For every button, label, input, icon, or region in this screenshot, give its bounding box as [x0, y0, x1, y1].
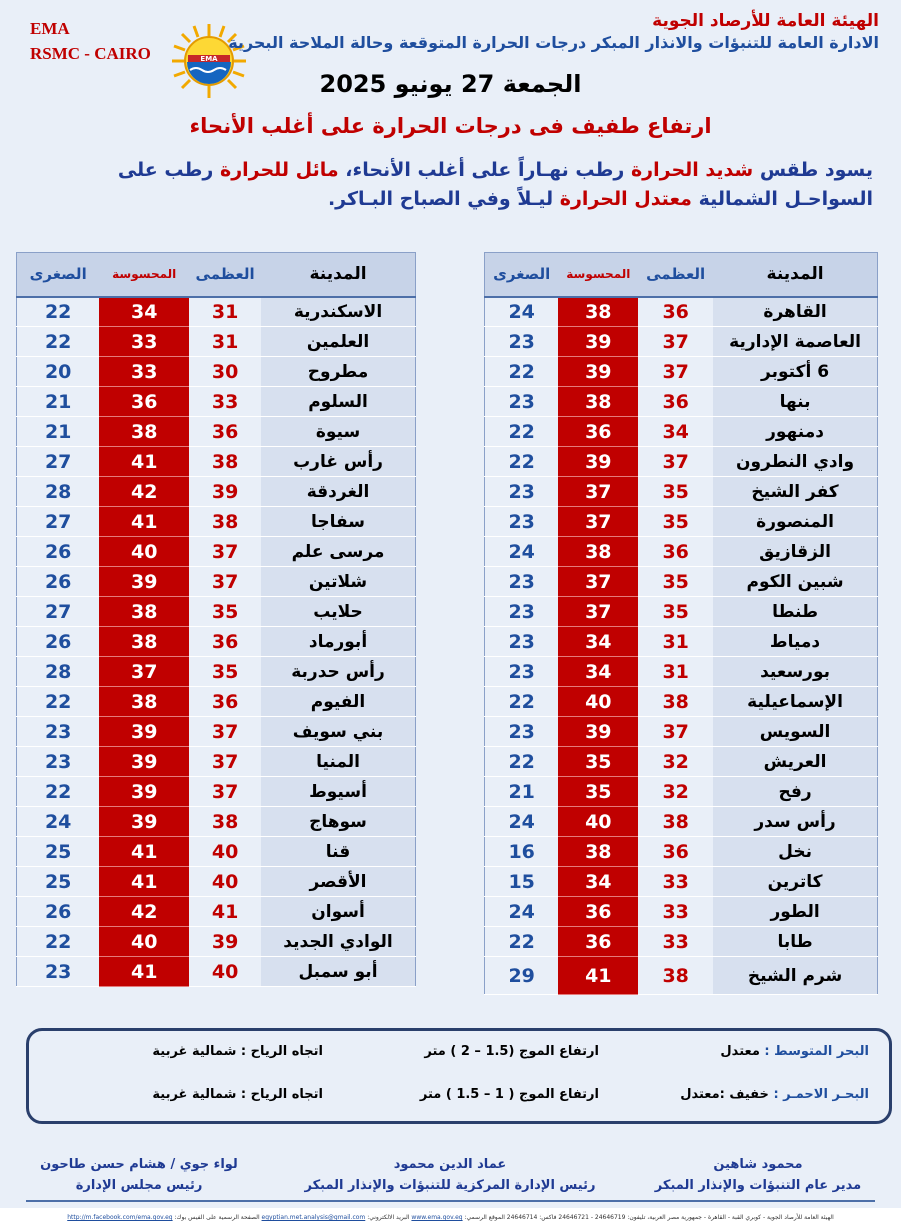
- max-temp-cell: 33: [189, 387, 261, 417]
- feels-like-cell: 42: [99, 897, 189, 927]
- min-temp-cell: 23: [485, 477, 559, 507]
- city-cell: بني سويف: [261, 717, 415, 747]
- feels-like-cell: 39: [558, 327, 638, 357]
- city-cell: الطور: [713, 897, 877, 927]
- header-min: الصغرى: [17, 253, 100, 297]
- feels-like-cell: 39: [99, 717, 189, 747]
- feels-like-cell: 38: [558, 837, 638, 867]
- city-cell: القاهرة: [713, 297, 877, 327]
- city-cell: الفيوم: [261, 687, 415, 717]
- min-temp-cell: 26: [17, 537, 100, 567]
- min-temp-cell: 23: [485, 387, 559, 417]
- min-temp-cell: 27: [17, 447, 100, 477]
- signature-block: [643, 1154, 873, 1196]
- city-cell: الزقازيق: [713, 537, 877, 567]
- max-temp-cell: 33: [638, 897, 713, 927]
- max-temp-cell: 40: [189, 837, 261, 867]
- signature-block: [300, 1154, 600, 1196]
- table-header-row: [17, 253, 416, 297]
- min-temp-cell: 24: [485, 897, 559, 927]
- max-temp-cell: 38: [189, 507, 261, 537]
- city-cell: الأقصر: [261, 867, 415, 897]
- city-cell: العاصمة الإدارية: [713, 327, 877, 357]
- max-temp-cell: 41: [189, 897, 261, 927]
- table-row: [17, 627, 416, 657]
- table-row: [485, 447, 878, 477]
- city-cell: المنصورة: [713, 507, 877, 537]
- city-cell: الاسكندرية: [261, 297, 415, 327]
- max-temp-cell: 35: [189, 657, 261, 687]
- max-temp-cell: 37: [189, 747, 261, 777]
- city-cell: شرم الشيخ: [713, 957, 877, 995]
- max-temp-cell: 36: [638, 387, 713, 417]
- min-temp-cell: 21: [17, 417, 100, 447]
- max-temp-cell: 35: [638, 507, 713, 537]
- table-row: [17, 567, 416, 597]
- feels-like-cell: 38: [558, 537, 638, 567]
- min-temp-cell: 24: [485, 537, 559, 567]
- city-cell: رأس غارب: [261, 447, 415, 477]
- city-cell: شبين الكوم: [713, 567, 877, 597]
- min-temp-cell: 21: [17, 387, 100, 417]
- city-cell: شلاتين: [261, 567, 415, 597]
- feels-like-cell: 42: [99, 477, 189, 507]
- footer-email-label: البريد الالكتروني:: [367, 1214, 410, 1221]
- signature-name: محمود شاهين: [713, 1157, 803, 1172]
- max-temp-cell: 38: [638, 957, 713, 995]
- city-cell: أبورماد: [261, 627, 415, 657]
- city-cell: أبو سمبل: [261, 957, 415, 987]
- header-feels: المحسوسة: [558, 253, 638, 297]
- med-sea-label: البحر المتوسط :: [764, 1044, 869, 1059]
- org-department: الادارة العامة للتنبؤات والانذار المبكر درجات الحرارة المتوقعة وحالة الملاحة البحرية: [228, 33, 879, 52]
- min-temp-cell: 22: [485, 687, 559, 717]
- feels-like-cell: 39: [558, 357, 638, 387]
- table-row: [485, 507, 878, 537]
- forecast-description: [30, 156, 873, 214]
- max-temp-cell: 32: [638, 747, 713, 777]
- min-temp-cell: 26: [17, 897, 100, 927]
- max-temp-cell: 37: [638, 447, 713, 477]
- feels-like-cell: 41: [99, 447, 189, 477]
- feels-like-cell: 34: [558, 627, 638, 657]
- table-row: [17, 807, 416, 837]
- table-row: [485, 837, 878, 867]
- min-temp-cell: 22: [485, 747, 559, 777]
- table-row: [17, 867, 416, 897]
- temperature-table-right: [484, 252, 878, 995]
- min-temp-cell: 26: [17, 567, 100, 597]
- min-temp-cell: 24: [485, 807, 559, 837]
- min-temp-cell: 29: [485, 957, 559, 995]
- table-row: [17, 837, 416, 867]
- table-row: [17, 387, 416, 417]
- max-temp-cell: 37: [189, 777, 261, 807]
- table-row: [17, 927, 416, 957]
- min-temp-cell: 27: [17, 597, 100, 627]
- min-temp-cell: 22: [485, 417, 559, 447]
- city-cell: المنيا: [261, 747, 415, 777]
- city-cell: سيوة: [261, 417, 415, 447]
- table-row: [17, 957, 416, 987]
- city-cell: مطروح: [261, 357, 415, 387]
- table-row: [485, 387, 878, 417]
- max-temp-cell: 36: [638, 837, 713, 867]
- forecast-part: ليـلاً وفي الصباح البـاكر.: [327, 188, 554, 210]
- feels-like-cell: 38: [558, 297, 638, 327]
- table-row: [485, 807, 878, 837]
- footer-facebook-link[interactable]: http://m.facebook.com/ema.gov.eg: [67, 1214, 173, 1221]
- feels-like-cell: 35: [558, 747, 638, 777]
- signature-title: مدير عام التنبؤات والإنذار المبكر: [654, 1178, 862, 1193]
- table-row: [485, 477, 878, 507]
- feels-like-cell: 40: [99, 927, 189, 957]
- table-row: [17, 477, 416, 507]
- max-temp-cell: 40: [189, 867, 261, 897]
- footer-email-link[interactable]: egyptian.met.analysis@gmail.com: [261, 1214, 366, 1221]
- header-max: العظمى: [638, 253, 713, 297]
- min-temp-cell: 22: [485, 927, 559, 957]
- feels-like-cell: 36: [558, 897, 638, 927]
- max-temp-cell: 35: [638, 597, 713, 627]
- forecast-date: الجمعة 27 يونيو 2025: [319, 70, 582, 98]
- max-temp-cell: 37: [638, 327, 713, 357]
- max-temp-cell: 31: [638, 627, 713, 657]
- city-cell: طنطا: [713, 597, 877, 627]
- min-temp-cell: 23: [17, 957, 100, 987]
- sea-state-box: [26, 1028, 892, 1124]
- city-cell: السلوم: [261, 387, 415, 417]
- table-row: [17, 537, 416, 567]
- ema-text: EMA: [30, 19, 70, 38]
- feels-like-cell: 36: [99, 387, 189, 417]
- table-row: [17, 597, 416, 627]
- feels-like-cell: 37: [558, 477, 638, 507]
- forecast-headline: ارتفاع طفيف فى درجات الحرارة على أغلب الأنحاء: [189, 114, 712, 138]
- feels-like-cell: 36: [558, 417, 638, 447]
- city-cell: وادي النطرون: [713, 447, 877, 477]
- feels-like-cell: 39: [99, 777, 189, 807]
- max-temp-cell: 35: [189, 597, 261, 627]
- feels-like-cell: 34: [99, 297, 189, 327]
- header-max: العظمى: [189, 253, 261, 297]
- table-row: [17, 507, 416, 537]
- table-row: [17, 747, 416, 777]
- table-row: [17, 657, 416, 687]
- min-temp-cell: 22: [17, 777, 100, 807]
- city-cell: مرسى علم: [261, 537, 415, 567]
- min-temp-cell: 22: [17, 687, 100, 717]
- max-temp-cell: 36: [189, 627, 261, 657]
- signature-title: رئيس الإدارة المركزية للتنبؤات والإنذار المبكر: [304, 1178, 596, 1193]
- med-sea-state: معتدل: [720, 1044, 760, 1059]
- city-cell: العريش: [713, 747, 877, 777]
- min-temp-cell: 26: [17, 627, 100, 657]
- min-temp-cell: 23: [485, 597, 559, 627]
- table-row: [485, 867, 878, 897]
- feels-like-cell: 40: [558, 687, 638, 717]
- feels-like-cell: 37: [99, 657, 189, 687]
- signature-block: [24, 1154, 254, 1196]
- max-temp-cell: 36: [638, 297, 713, 327]
- forecast-part: رطب نهـاراً على أغلب الأنحاء،: [345, 159, 625, 181]
- max-temp-cell: 35: [638, 477, 713, 507]
- city-cell: بنها: [713, 387, 877, 417]
- forecast-part-highlight: معتدل الحرارة: [559, 188, 692, 210]
- max-temp-cell: 40: [189, 957, 261, 987]
- footer-site-link[interactable]: www.ema.gov.eg: [411, 1214, 463, 1221]
- max-temp-cell: 30: [189, 357, 261, 387]
- min-temp-cell: 22: [17, 927, 100, 957]
- table-row: [485, 357, 878, 387]
- feels-like-cell: 37: [558, 597, 638, 627]
- max-temp-cell: 37: [189, 717, 261, 747]
- max-temp-cell: 39: [189, 927, 261, 957]
- max-temp-cell: 34: [638, 417, 713, 447]
- min-temp-cell: 23: [485, 717, 559, 747]
- max-temp-cell: 38: [638, 687, 713, 717]
- max-temp-cell: 33: [638, 867, 713, 897]
- table-row: [485, 927, 878, 957]
- city-cell: دمياط: [713, 627, 877, 657]
- footer-address: الهيئة العامة للأرصاد الجوية - كوبري القبة - القاهرة - جمهورية مصر العربية، تليفون: 24646719 - 24646721 فاكس: 24646714 الموقع الرسمي:: [464, 1214, 834, 1221]
- max-temp-cell: 39: [189, 477, 261, 507]
- feels-like-cell: 37: [558, 567, 638, 597]
- city-cell: طابا: [713, 927, 877, 957]
- table-row: [17, 417, 416, 447]
- max-temp-cell: 38: [638, 807, 713, 837]
- table-row: [17, 777, 416, 807]
- city-cell: أسوان: [261, 897, 415, 927]
- city-cell: 6 أكتوبر: [713, 357, 877, 387]
- table-row: [485, 417, 878, 447]
- min-temp-cell: 23: [485, 567, 559, 597]
- min-temp-cell: 24: [17, 807, 100, 837]
- feels-like-cell: 41: [99, 867, 189, 897]
- min-temp-cell: 27: [17, 507, 100, 537]
- signature-name: عماد الدين محمود: [393, 1157, 507, 1172]
- table-row: [485, 777, 878, 807]
- city-cell: كاترين: [713, 867, 877, 897]
- city-cell: رفح: [713, 777, 877, 807]
- min-temp-cell: 22: [485, 357, 559, 387]
- table-row: [17, 717, 416, 747]
- city-cell: الغردقة: [261, 477, 415, 507]
- forecast-part-highlight: مائل للحرارة: [219, 159, 339, 181]
- feels-like-cell: 38: [99, 417, 189, 447]
- max-temp-cell: 31: [189, 297, 261, 327]
- feels-like-cell: 34: [558, 867, 638, 897]
- min-temp-cell: 28: [17, 657, 100, 687]
- min-temp-cell: 25: [17, 837, 100, 867]
- feels-like-cell: 41: [99, 957, 189, 987]
- city-cell: قنا: [261, 837, 415, 867]
- table-row: [485, 537, 878, 567]
- city-cell: بورسعيد: [713, 657, 877, 687]
- table-row: [485, 627, 878, 657]
- med-wind-direction: اتجاه الرياح : شمالية غربية: [152, 1044, 323, 1059]
- max-temp-cell: 35: [638, 567, 713, 597]
- city-cell: أسيوط: [261, 777, 415, 807]
- min-temp-cell: 22: [17, 297, 100, 327]
- table-row: [485, 327, 878, 357]
- min-temp-cell: 23: [485, 657, 559, 687]
- min-temp-cell: 23: [485, 627, 559, 657]
- forecast-part: رطب على السواحـل الشمالية: [117, 159, 873, 210]
- min-temp-cell: 22: [17, 327, 100, 357]
- city-cell: سفاجا: [261, 507, 415, 537]
- feels-like-cell: 38: [99, 627, 189, 657]
- feels-like-cell: 39: [99, 747, 189, 777]
- table-row: [485, 957, 878, 995]
- rsmc-text: RSMC - CAIRO: [30, 44, 151, 63]
- city-cell: سوهاج: [261, 807, 415, 837]
- max-temp-cell: 36: [189, 417, 261, 447]
- feels-like-cell: 33: [99, 357, 189, 387]
- table-row: [485, 567, 878, 597]
- header-city: المدينة: [713, 253, 877, 297]
- min-temp-cell: 15: [485, 867, 559, 897]
- table-row: [485, 657, 878, 687]
- red-sea-state: خفيف :معتدل: [680, 1087, 769, 1102]
- forecast-part-highlight: شديد الحرارة: [630, 159, 754, 181]
- min-temp-cell: 23: [17, 747, 100, 777]
- med-wave-height: ارتفاع الموج (1.5 – 2 ) متر: [424, 1044, 599, 1059]
- max-temp-cell: 31: [638, 657, 713, 687]
- table-row: [485, 717, 878, 747]
- city-cell: السويس: [713, 717, 877, 747]
- max-temp-cell: 38: [189, 807, 261, 837]
- min-temp-cell: 22: [485, 447, 559, 477]
- signature-title: رئيس مجلس الإدارة: [75, 1178, 203, 1193]
- red-sea-label: البحـر الاحمـر :: [773, 1087, 869, 1102]
- feels-like-cell: 33: [99, 327, 189, 357]
- min-temp-cell: 23: [485, 507, 559, 537]
- feels-like-cell: 34: [558, 657, 638, 687]
- org-name: الهيئة العامة للأرصاد الجوية: [652, 11, 879, 31]
- table-row: [485, 597, 878, 627]
- max-temp-cell: 31: [189, 327, 261, 357]
- feels-like-cell: 38: [558, 387, 638, 417]
- min-temp-cell: 25: [17, 867, 100, 897]
- table-row: [485, 687, 878, 717]
- min-temp-cell: 23: [17, 717, 100, 747]
- feels-like-cell: 39: [558, 447, 638, 477]
- signature-name: لواء جوي / هشام حسن طاحون: [40, 1157, 238, 1172]
- max-temp-cell: 36: [189, 687, 261, 717]
- table-row: [17, 447, 416, 477]
- feels-like-cell: 40: [99, 537, 189, 567]
- header-feels: المحسوسة: [99, 253, 189, 297]
- footer-divider: [26, 1200, 875, 1202]
- table-row: [17, 297, 416, 327]
- max-temp-cell: 37: [189, 537, 261, 567]
- footer-contact: [0, 1208, 901, 1228]
- feels-like-cell: 38: [99, 597, 189, 627]
- table-row: [17, 357, 416, 387]
- feels-like-cell: 39: [558, 717, 638, 747]
- table-row: [485, 747, 878, 777]
- city-cell: نخل: [713, 837, 877, 867]
- max-temp-cell: 37: [638, 357, 713, 387]
- max-temp-cell: 37: [638, 717, 713, 747]
- city-cell: كفر الشيخ: [713, 477, 877, 507]
- feels-like-cell: 37: [558, 507, 638, 537]
- table-row: [485, 897, 878, 927]
- min-temp-cell: 16: [485, 837, 559, 867]
- max-temp-cell: 38: [189, 447, 261, 477]
- city-cell: الوادي الجديد: [261, 927, 415, 957]
- header-min: الصغرى: [485, 253, 559, 297]
- red-wave-height: ارتفاع الموج ( 1 – 1.5 ) متر: [419, 1087, 599, 1102]
- header-city: المدينة: [261, 253, 415, 297]
- feels-like-cell: 38: [99, 687, 189, 717]
- feels-like-cell: 41: [99, 507, 189, 537]
- red-wind-direction: اتجاه الرياح : شمالية غربية: [152, 1087, 323, 1102]
- footer-facebook-label: الصفحة الرسمية على الفيس بوك:: [174, 1214, 260, 1221]
- feels-like-cell: 41: [99, 837, 189, 867]
- city-cell: رأس سدر: [713, 807, 877, 837]
- city-cell: رأس حدربة: [261, 657, 415, 687]
- min-temp-cell: 21: [485, 777, 559, 807]
- max-temp-cell: 32: [638, 777, 713, 807]
- feels-like-cell: 40: [558, 807, 638, 837]
- table-row: [17, 687, 416, 717]
- max-temp-cell: 37: [189, 567, 261, 597]
- forecast-part: يسود طقس: [759, 159, 873, 181]
- organization-header: [228, 10, 879, 54]
- feels-like-cell: 39: [99, 807, 189, 837]
- svg-text:EMA: EMA: [200, 55, 218, 63]
- city-cell: العلمين: [261, 327, 415, 357]
- ema-rsmc-label: [30, 16, 151, 66]
- table-row: [485, 297, 878, 327]
- feels-like-cell: 39: [99, 567, 189, 597]
- feels-like-cell: 41: [558, 957, 638, 995]
- city-cell: حلايب: [261, 597, 415, 627]
- feels-like-cell: 36: [558, 927, 638, 957]
- temperature-table-left: [16, 252, 416, 987]
- min-temp-cell: 23: [485, 327, 559, 357]
- min-temp-cell: 28: [17, 477, 100, 507]
- table-header-row: [485, 253, 878, 297]
- feels-like-cell: 35: [558, 777, 638, 807]
- min-temp-cell: 24: [485, 297, 559, 327]
- table-row: [17, 897, 416, 927]
- city-cell: دمنهور: [713, 417, 877, 447]
- city-cell: الإسماعيلية: [713, 687, 877, 717]
- table-row: [17, 327, 416, 357]
- max-temp-cell: 36: [638, 537, 713, 567]
- min-temp-cell: 20: [17, 357, 100, 387]
- max-temp-cell: 33: [638, 927, 713, 957]
